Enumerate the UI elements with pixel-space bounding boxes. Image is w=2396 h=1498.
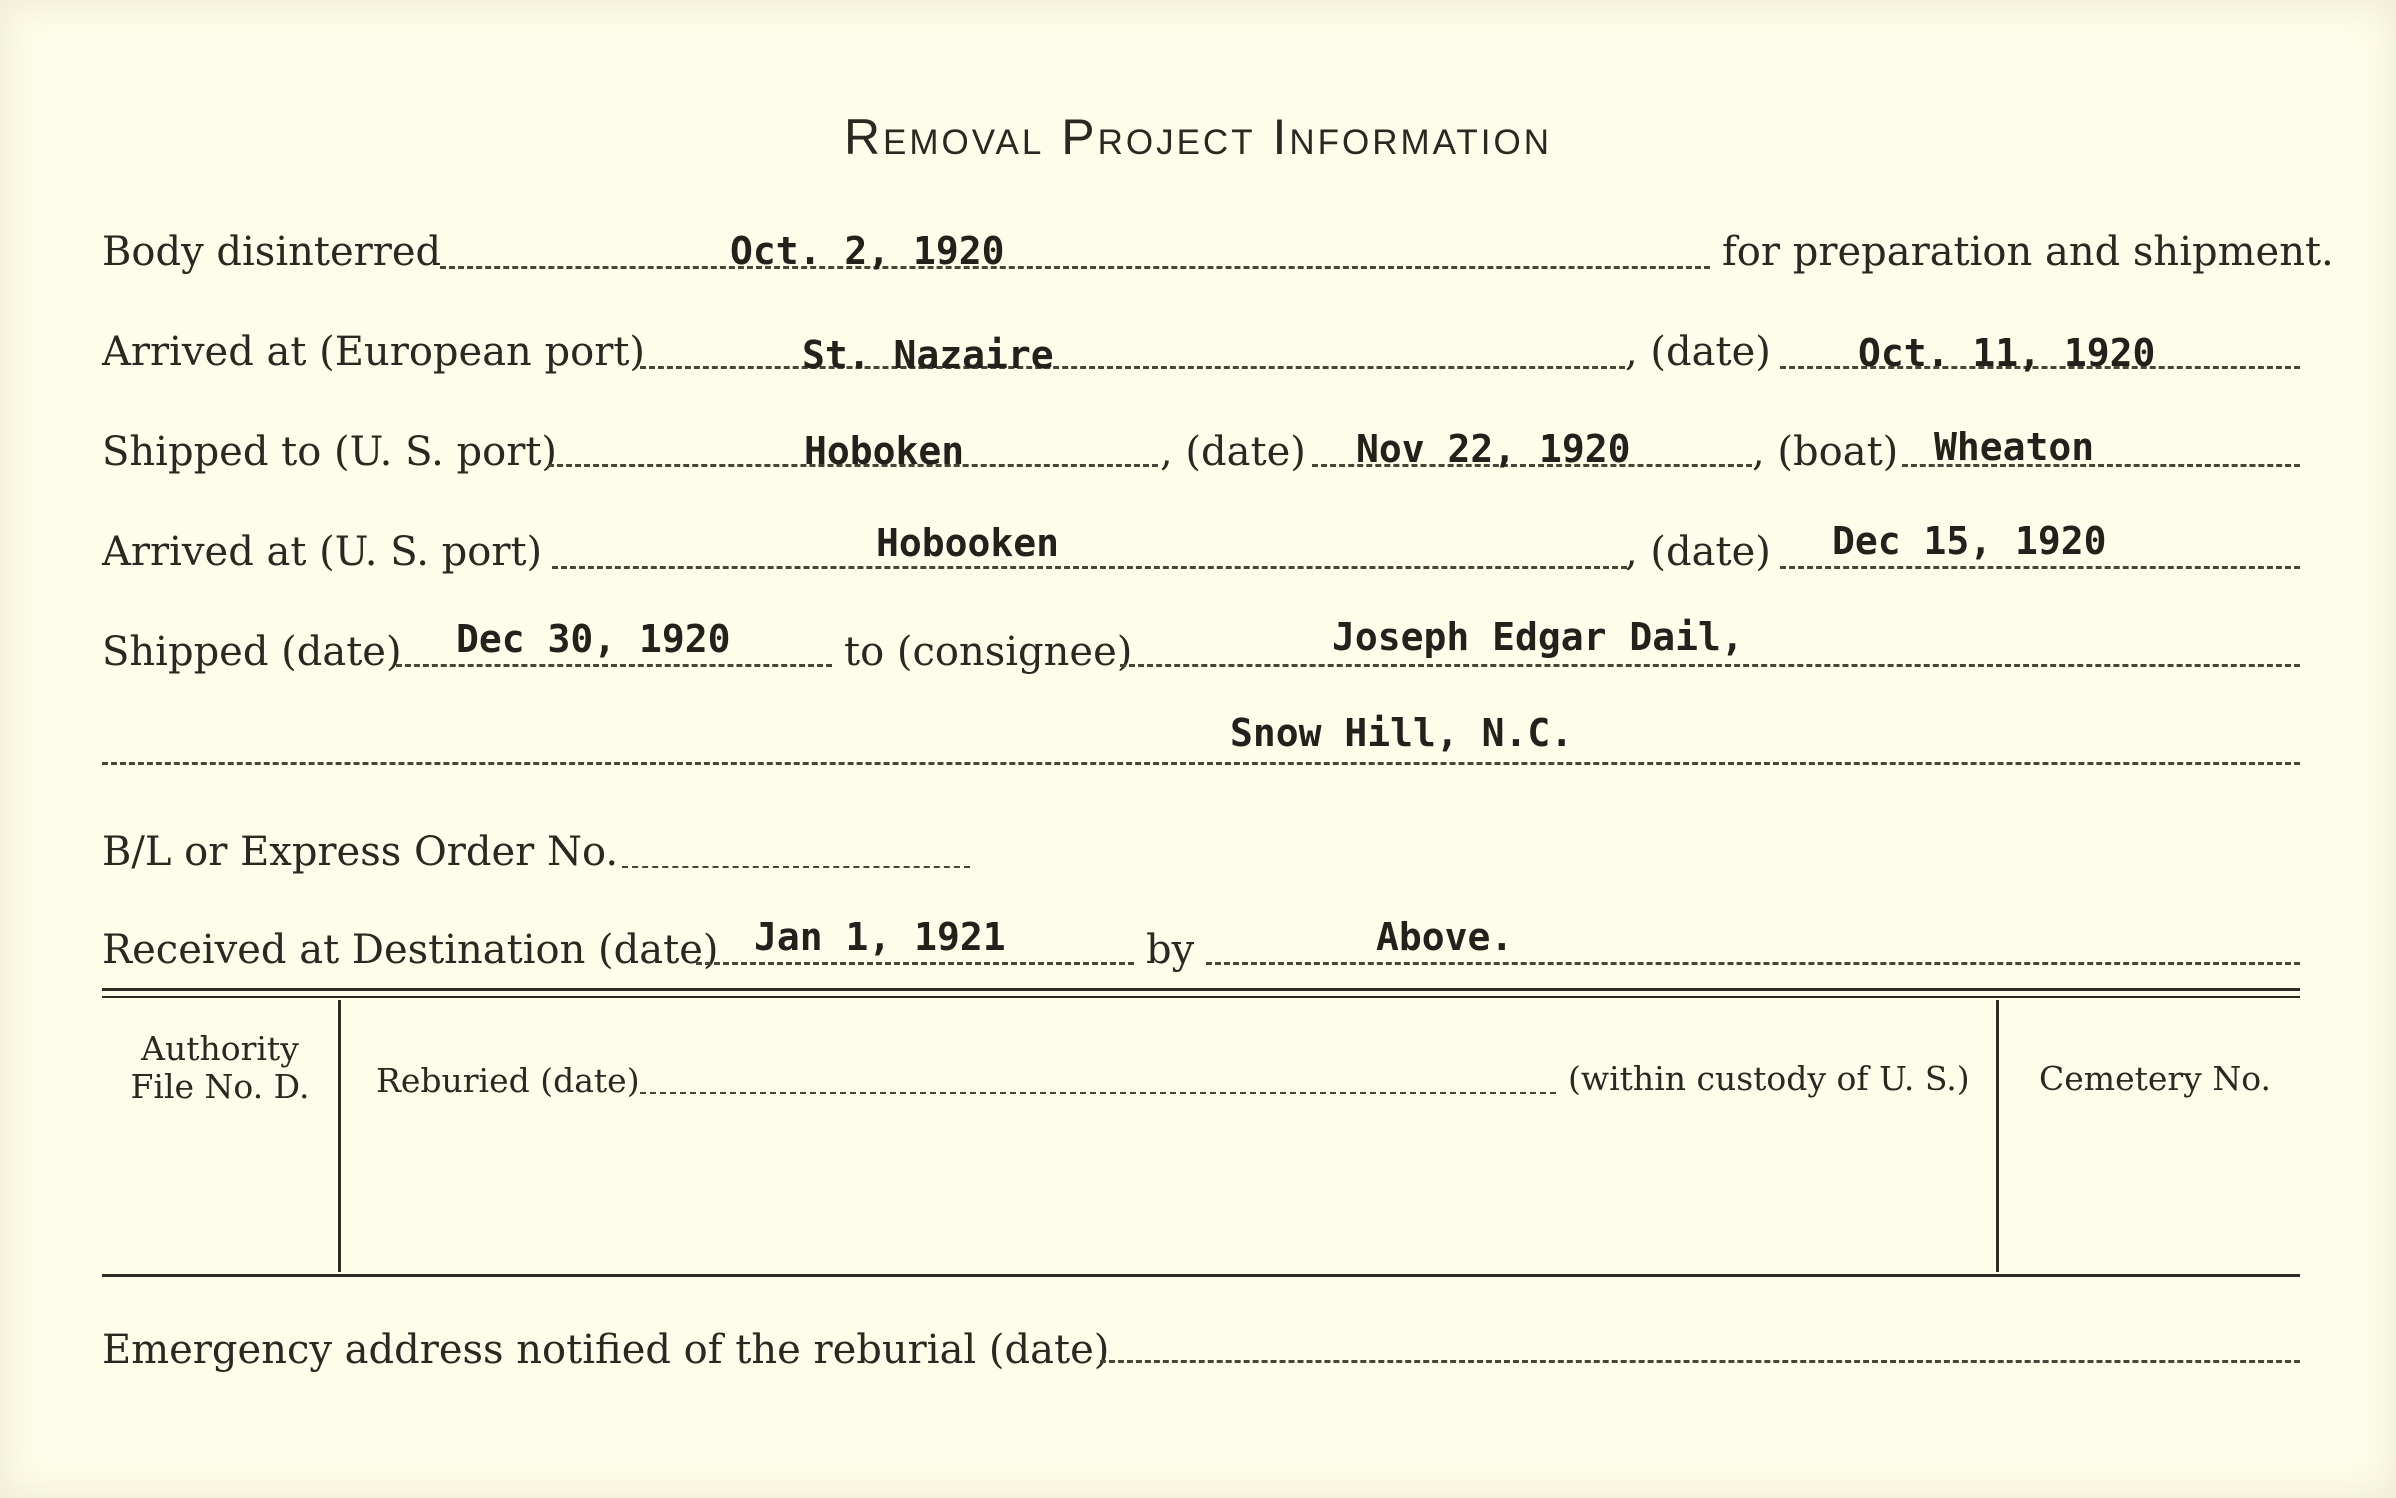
body-disinterred-label: Body disinterred: [102, 229, 442, 275]
table-divider-left: [338, 1000, 341, 1272]
bl-express-order-line: [622, 866, 970, 868]
shipped-date-row-line: [396, 664, 832, 667]
boat-label: , (boat): [1752, 429, 1899, 475]
european-port-value: St. Nazaire: [802, 333, 1054, 377]
table-bottom-rule: [102, 1274, 2300, 1277]
table-top-rule: [102, 988, 2300, 991]
arrived-date-value: Dec 15, 1920: [1832, 519, 2107, 563]
received-by-value: Above.: [1376, 915, 1514, 959]
european-date-label: , (date): [1625, 329, 1771, 375]
shipment-suffix-label: for preparation and shipment.: [1722, 229, 2334, 275]
consignee-address-value: Snow Hill, N.C.: [1230, 711, 1574, 755]
arrived-date-line: [1780, 566, 2300, 569]
authority-file-label: [110, 1030, 330, 1106]
us-port-arrived-label: Arrived at (U. S. port): [102, 529, 543, 575]
us-port-arrived-line: [552, 566, 1627, 569]
european-port-line: [640, 366, 1625, 369]
european-date-value: Oct. 11, 1920: [1858, 331, 2156, 375]
table-top-rule-inner: [102, 996, 2300, 998]
received-by-line: [1206, 962, 2300, 965]
shipped-date-row-value: Dec 30, 1920: [456, 617, 731, 661]
cemetery-no-label: Cemetery No.: [2039, 1059, 2271, 1098]
emergency-address-line: [1100, 1360, 2300, 1363]
bl-express-order-label: B/L or Express Order No.: [102, 829, 619, 875]
emergency-address-label: Emergency address notified of the reburial (date): [102, 1327, 1110, 1373]
reburied-line: [640, 1092, 1556, 1094]
authority-label-line1: Authority: [141, 1029, 299, 1068]
consignee-value: Joseph Edgar Dail,: [1332, 615, 1744, 659]
body-disinterred-line: [440, 266, 1710, 269]
custody-label: (within custody of U. S.): [1568, 1059, 1970, 1098]
received-destination-value: Jan 1, 1921: [754, 915, 1006, 959]
received-destination-line: [696, 962, 1134, 965]
body-disinterred-value: Oct. 2, 1920: [730, 229, 1005, 273]
consignee-label: to (consignee): [844, 629, 1133, 675]
table-divider-right: [1996, 1000, 1999, 1272]
shipped-date-label: , (date): [1160, 429, 1306, 475]
consignee-line: [1120, 664, 2300, 667]
authority-label-line2: File No. D.: [130, 1067, 310, 1106]
reburied-label: Reburied (date): [376, 1061, 640, 1100]
us-port-shipped-label: Shipped to (U. S. port): [102, 429, 557, 475]
form-title: Removal Project Information: [843, 109, 1553, 165]
received-by-label: by: [1146, 927, 1195, 973]
shipped-date-value: Nov 22, 1920: [1356, 427, 1631, 471]
arrived-date-label: , (date): [1625, 529, 1771, 575]
address-line: [102, 762, 2300, 765]
boat-value: Wheaton: [1934, 425, 2095, 469]
shipped-date-row-label: Shipped (date): [102, 629, 402, 675]
received-destination-label: Received at Destination (date): [102, 927, 719, 973]
us-port-shipped-value: Hoboken: [804, 429, 965, 473]
us-port-arrived-value: Hobooken: [876, 521, 1060, 565]
european-port-label: Arrived at (European port): [102, 329, 646, 375]
